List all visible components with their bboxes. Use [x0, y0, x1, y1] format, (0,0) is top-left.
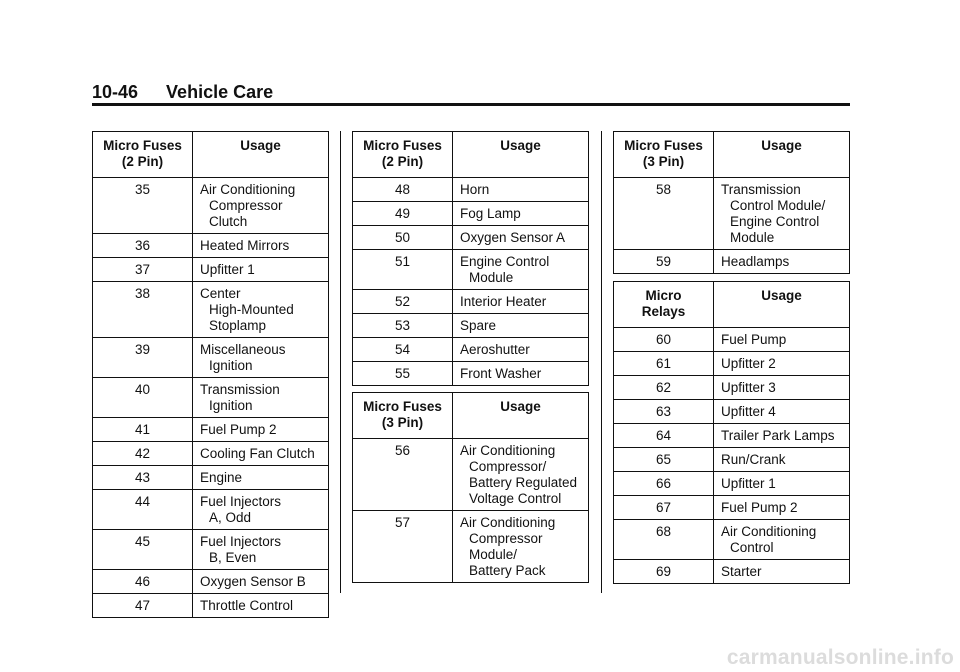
fuse-number: 40	[93, 378, 193, 418]
table-row	[93, 442, 329, 466]
fuse-usage-line: Engine Control	[730, 214, 820, 229]
fuse-usage	[193, 418, 329, 442]
fuse-table-micro-2pin-a	[92, 131, 329, 618]
table-row	[93, 234, 329, 258]
column-header-usage: Usage	[453, 132, 589, 178]
fuse-usage	[714, 376, 850, 400]
fuse-usage	[193, 234, 329, 258]
fuse-usage	[714, 472, 850, 496]
fuse-number: 60	[614, 328, 714, 352]
fuse-usage-line: Oxygen Sensor B	[200, 574, 306, 589]
fuse-number: 55	[353, 362, 453, 386]
fuse-number: 38	[93, 282, 193, 338]
table-row	[614, 560, 850, 584]
fuse-number: 50	[353, 226, 453, 250]
fuse-number: 44	[93, 490, 193, 530]
fuse-usage	[453, 178, 589, 202]
fuse-usage	[453, 314, 589, 338]
fuse-usage	[193, 258, 329, 282]
fuse-number: 65	[614, 448, 714, 472]
fuse-usage-line: High-Mounted	[209, 302, 294, 317]
fuse-usage-line: Engine Control	[460, 254, 550, 269]
table-row	[614, 472, 850, 496]
header-rule	[92, 103, 850, 106]
fuse-usage	[714, 424, 850, 448]
fuse-usage-line: Miscellaneous	[200, 342, 286, 357]
fuse-usage	[453, 226, 589, 250]
table-row	[353, 226, 589, 250]
fuse-usage	[193, 466, 329, 490]
fuse-usage-line: Upfitter 1	[721, 476, 776, 491]
table-row	[614, 424, 850, 448]
fuse-usage-line: Throttle Control	[200, 598, 294, 613]
table-header-row	[614, 132, 850, 178]
fuse-usage-line: Battery Pack	[469, 563, 546, 578]
fuse-number: 35	[93, 178, 193, 234]
fuse-number: 59	[614, 250, 714, 274]
fuse-usage-line: Control Module/	[730, 198, 826, 213]
fuse-number: 68	[614, 520, 714, 560]
fuse-usage-line: Transmission	[200, 382, 280, 397]
fuse-usage	[714, 250, 850, 274]
fuse-number: 58	[614, 178, 714, 250]
column-divider-1	[340, 131, 341, 593]
fuse-usage	[714, 400, 850, 424]
fuse-number: 64	[614, 424, 714, 448]
fuse-table-micro-2pin-b	[352, 131, 589, 386]
table-row	[353, 314, 589, 338]
relay-table-micro	[613, 281, 850, 584]
watermark: carmanualsonline.info	[726, 646, 954, 669]
fuse-usage-line: Voltage Control	[469, 491, 562, 506]
column-header-fuse-line: Micro	[645, 288, 682, 303]
fuse-usage-line: Compressor Clutch	[209, 198, 283, 229]
fuse-usage-line: Ignition	[209, 398, 253, 413]
table-row	[614, 496, 850, 520]
table-row	[614, 448, 850, 472]
fuse-usage-line: Fuel Injectors	[200, 534, 282, 549]
fuse-number: 54	[353, 338, 453, 362]
fuse-usage-line: Upfitter 4	[721, 404, 776, 419]
fuse-usage-line: Compressor	[469, 531, 543, 546]
table-row	[614, 328, 850, 352]
fuse-number: 46	[93, 570, 193, 594]
fuse-usage-line: Air Conditioning	[460, 515, 556, 530]
fuse-usage-line: Starter	[721, 564, 762, 579]
fuse-usage	[193, 490, 329, 530]
fuse-usage-line: Horn	[460, 182, 490, 197]
table-row	[353, 362, 589, 386]
column-header-usage: Usage	[453, 393, 589, 439]
fuse-usage	[453, 250, 589, 290]
table-row	[93, 178, 329, 234]
fuse-usage	[453, 202, 589, 226]
fuse-usage-line: Fog Lamp	[460, 206, 521, 221]
column-header-fuse-line: (2 Pin)	[381, 154, 424, 169]
fuse-usage-line: Headlamps	[721, 254, 790, 269]
fuse-usage-line: Spare	[460, 318, 497, 333]
fuse-usage-line: Fuel Pump	[721, 332, 787, 347]
column-header-fuse	[93, 132, 193, 178]
table-row	[93, 282, 329, 338]
fuse-usage-line: B, Even	[209, 550, 257, 565]
table-row	[353, 338, 589, 362]
fuse-usage-line: Engine	[200, 470, 243, 485]
fuse-number: 63	[614, 400, 714, 424]
column-header-fuse	[353, 132, 453, 178]
fuse-usage	[193, 378, 329, 418]
column-header-fuse-line: Micro Fuses	[363, 399, 442, 414]
fuse-usage-line: Air Conditioning	[721, 524, 817, 539]
fuse-usage-line: Oxygen Sensor A	[460, 230, 566, 245]
fuse-usage	[714, 520, 850, 560]
fuse-usage-line: Stoplamp	[209, 318, 267, 333]
table-row	[614, 400, 850, 424]
fuse-number: 52	[353, 290, 453, 314]
table-row	[614, 352, 850, 376]
column-header-fuse-line: (2 Pin)	[121, 154, 164, 169]
page-header	[92, 82, 850, 103]
fuse-number: 51	[353, 250, 453, 290]
table-row	[93, 258, 329, 282]
table-header-row	[353, 132, 589, 178]
column-header-fuse-line: (3 Pin)	[642, 154, 685, 169]
fuse-usage	[193, 442, 329, 466]
column-header-usage: Usage	[714, 282, 850, 328]
fuse-usage	[193, 282, 329, 338]
column-header-fuse	[614, 282, 714, 328]
fuse-usage-line: Air Conditioning	[460, 443, 556, 458]
table-row	[93, 466, 329, 490]
fuse-usage-line: A, Odd	[209, 510, 252, 525]
fuse-table-micro-3pin-b	[613, 131, 850, 274]
fuse-usage-line: Center	[200, 286, 241, 301]
table-row	[93, 530, 329, 570]
table-row	[93, 490, 329, 530]
fuse-usage-line: Fuel Pump 2	[200, 422, 277, 437]
table-row	[353, 178, 589, 202]
fuse-number: 57	[353, 511, 453, 583]
page-number: 10-46	[92, 82, 139, 102]
fuse-table-micro-3pin-a	[352, 392, 589, 583]
fuse-number: 48	[353, 178, 453, 202]
fuse-number: 42	[93, 442, 193, 466]
fuse-number: 66	[614, 472, 714, 496]
section-title: Vehicle Care	[166, 82, 274, 102]
fuse-usage	[453, 439, 589, 511]
fuse-usage-line: Cooling Fan Clutch	[200, 446, 315, 461]
fuse-number: 39	[93, 338, 193, 378]
fuse-usage-line: Module	[469, 270, 514, 285]
table-row	[614, 178, 850, 250]
fuse-usage-line: Transmission	[721, 182, 801, 197]
table-row	[353, 439, 589, 511]
fuse-usage-line: Module	[730, 230, 775, 245]
fuse-number: 49	[353, 202, 453, 226]
fuse-usage	[714, 178, 850, 250]
table-row	[93, 570, 329, 594]
fuse-usage	[193, 178, 329, 234]
fuse-usage-line: Heated Mirrors	[200, 238, 290, 253]
fuse-number: 37	[93, 258, 193, 282]
fuse-usage	[453, 290, 589, 314]
fuse-number: 53	[353, 314, 453, 338]
fuse-number: 62	[614, 376, 714, 400]
column-header-fuse-line: Relays	[641, 304, 686, 319]
fuse-number: 67	[614, 496, 714, 520]
table-row	[353, 250, 589, 290]
fuse-number: 69	[614, 560, 714, 584]
column-header-fuse-line: Micro Fuses	[103, 138, 182, 153]
fuse-usage-line: Ignition	[209, 358, 253, 373]
fuse-usage-line: Aeroshutter	[460, 342, 530, 357]
table-row	[93, 378, 329, 418]
fuse-usage-line: Control	[730, 540, 774, 555]
column-header-fuse	[353, 393, 453, 439]
table-header-row	[93, 132, 329, 178]
fuse-usage-line: Battery Regulated	[469, 475, 578, 490]
fuse-number: 43	[93, 466, 193, 490]
table-row	[93, 418, 329, 442]
fuse-number: 56	[353, 439, 453, 511]
fuse-usage	[193, 338, 329, 378]
fuse-usage	[714, 496, 850, 520]
table-row	[353, 290, 589, 314]
fuse-usage	[714, 352, 850, 376]
table-row	[614, 376, 850, 400]
table-row	[614, 520, 850, 560]
fuse-usage	[714, 560, 850, 584]
table-row	[93, 338, 329, 378]
fuse-number: 36	[93, 234, 193, 258]
fuse-usage-line: Run/Crank	[721, 452, 786, 467]
column-header-usage: Usage	[714, 132, 850, 178]
table-row	[93, 594, 329, 618]
table-header-row	[614, 282, 850, 328]
fuse-usage-line: Upfitter 3	[721, 380, 776, 395]
fuse-number: 61	[614, 352, 714, 376]
table-row	[353, 511, 589, 583]
fuse-usage	[453, 511, 589, 583]
column-divider-2	[601, 131, 602, 593]
fuse-usage-line: Module/	[469, 547, 518, 562]
fuse-usage-line: Fuel Injectors	[200, 494, 282, 509]
fuse-usage	[453, 338, 589, 362]
table-header-row	[353, 393, 589, 439]
column-header-fuse-line: Micro Fuses	[363, 138, 442, 153]
fuse-number: 47	[93, 594, 193, 618]
fuse-usage	[193, 530, 329, 570]
fuse-usage-line: Air Conditioning	[200, 182, 296, 197]
fuse-usage	[193, 594, 329, 618]
fuse-usage-line: Compressor/	[469, 459, 547, 474]
fuse-usage	[453, 362, 589, 386]
fuse-usage	[193, 570, 329, 594]
fuse-usage-line: Upfitter 2	[721, 356, 776, 371]
column-header-fuse-line: Micro Fuses	[624, 138, 703, 153]
column-header-fuse-line: (3 Pin)	[381, 415, 424, 430]
fuse-usage-line: Fuel Pump 2	[721, 500, 798, 515]
fuse-usage-line: Upfitter 1	[200, 262, 255, 277]
fuse-number: 45	[93, 530, 193, 570]
fuse-usage-line: Trailer Park Lamps	[721, 428, 835, 443]
column-header-usage: Usage	[193, 132, 329, 178]
fuse-usage	[714, 448, 850, 472]
fuse-number: 41	[93, 418, 193, 442]
table-row	[353, 202, 589, 226]
fuse-usage-line: Interior Heater	[460, 294, 547, 309]
column-header-fuse	[614, 132, 714, 178]
fuse-usage	[714, 328, 850, 352]
fuse-usage-line: Front Washer	[460, 366, 542, 381]
table-row	[614, 250, 850, 274]
